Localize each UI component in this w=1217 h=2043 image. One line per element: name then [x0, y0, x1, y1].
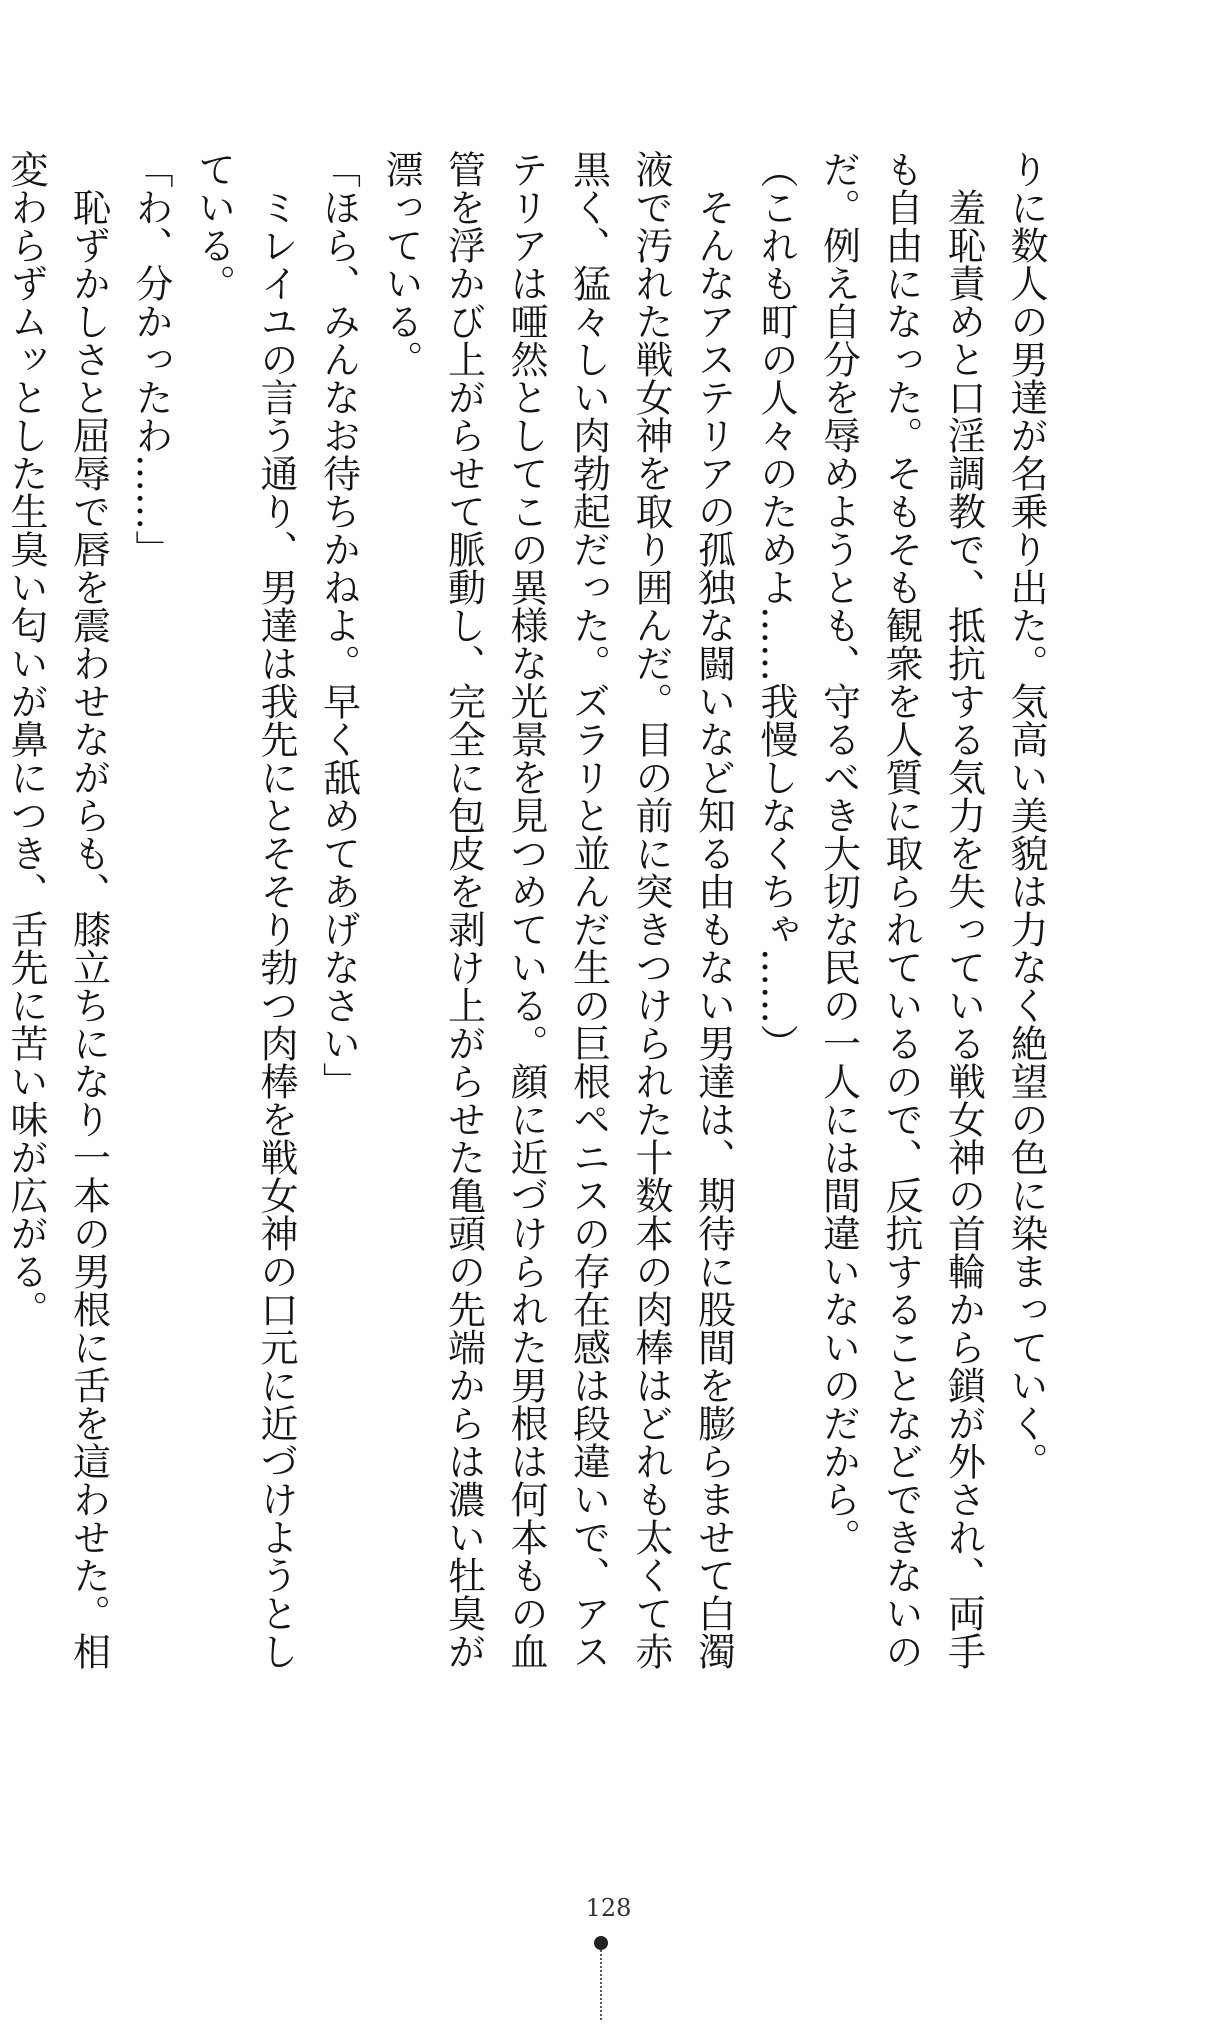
text-line: 「わ、分かったわ……」 [129, 150, 173, 568]
text-line: 羞恥責めと口淫調教で、抵抗する気力を失っている戦女神の首輪から鎖が外され、両手 [941, 150, 986, 1670]
text-line: 管を浮かび上がらせて脈動し、完全に包皮を剥け上がらせた亀頭の先端からは濃い牡臭が [441, 150, 486, 1670]
text-line: 液で汚れた戦女神を取り囲んだ。目の前に突きつけられた十数本の肉棒はどれも太くて赤 [629, 150, 673, 1670]
text-line: そんなアステリアの孤独な闘いなど知る由もない男達は、期待に股間を膨らませて白濁 [691, 150, 736, 1670]
text-line: 黒く、猛々しい肉勃起だった。ズラリと並んだ生の巨根ペニスの存在感は段違いで、アス [566, 150, 611, 1670]
text-line: （これも町の人々のためよ……我慢しなくちゃ……） [754, 150, 798, 1062]
text-line: も自由になった。そもそも観衆を人質に取られているので、反抗することなどできないの [879, 150, 923, 1670]
text-line: 変わらずムッとした生臭い匂いが鼻につき、舌先に苦い味が広がる。 [4, 150, 48, 1328]
body-text [0, 150, 1057, 1670]
text-line: ミレイユの言う通り、男達は我先にとそそり勃つ肉棒を戦女神の口元に近づけようとし [254, 150, 298, 1670]
text-line: りに数人の男達が名乗り出た。気高い美貌は力なく絶望の色に染まっていく。 [1004, 150, 1048, 1480]
page-marker-dot [594, 1936, 608, 1950]
text-line: ている。 [191, 150, 236, 302]
page-marker-dotted-line [600, 1950, 604, 2020]
page-number: 128 [585, 1894, 632, 1922]
text-line: だ。例え自分を辱めようとも、守るべき大切な民の一人には間違いないのだから。 [816, 150, 861, 1556]
text-line: 恥ずかしさと屈辱で唇を震わせながらも、膝立ちになり一本の男根に舌を這わせた。相 [66, 150, 111, 1670]
text-line: 「ほら、みんなお待ちかねよ。早く舐めてあげなさい」 [316, 150, 361, 1100]
text-line: 漂っている。 [379, 150, 423, 378]
text-line: テリアは唖然としてこの異様な光景を見つめている。顔に近づけられた男根は何本もの血 [504, 150, 548, 1670]
